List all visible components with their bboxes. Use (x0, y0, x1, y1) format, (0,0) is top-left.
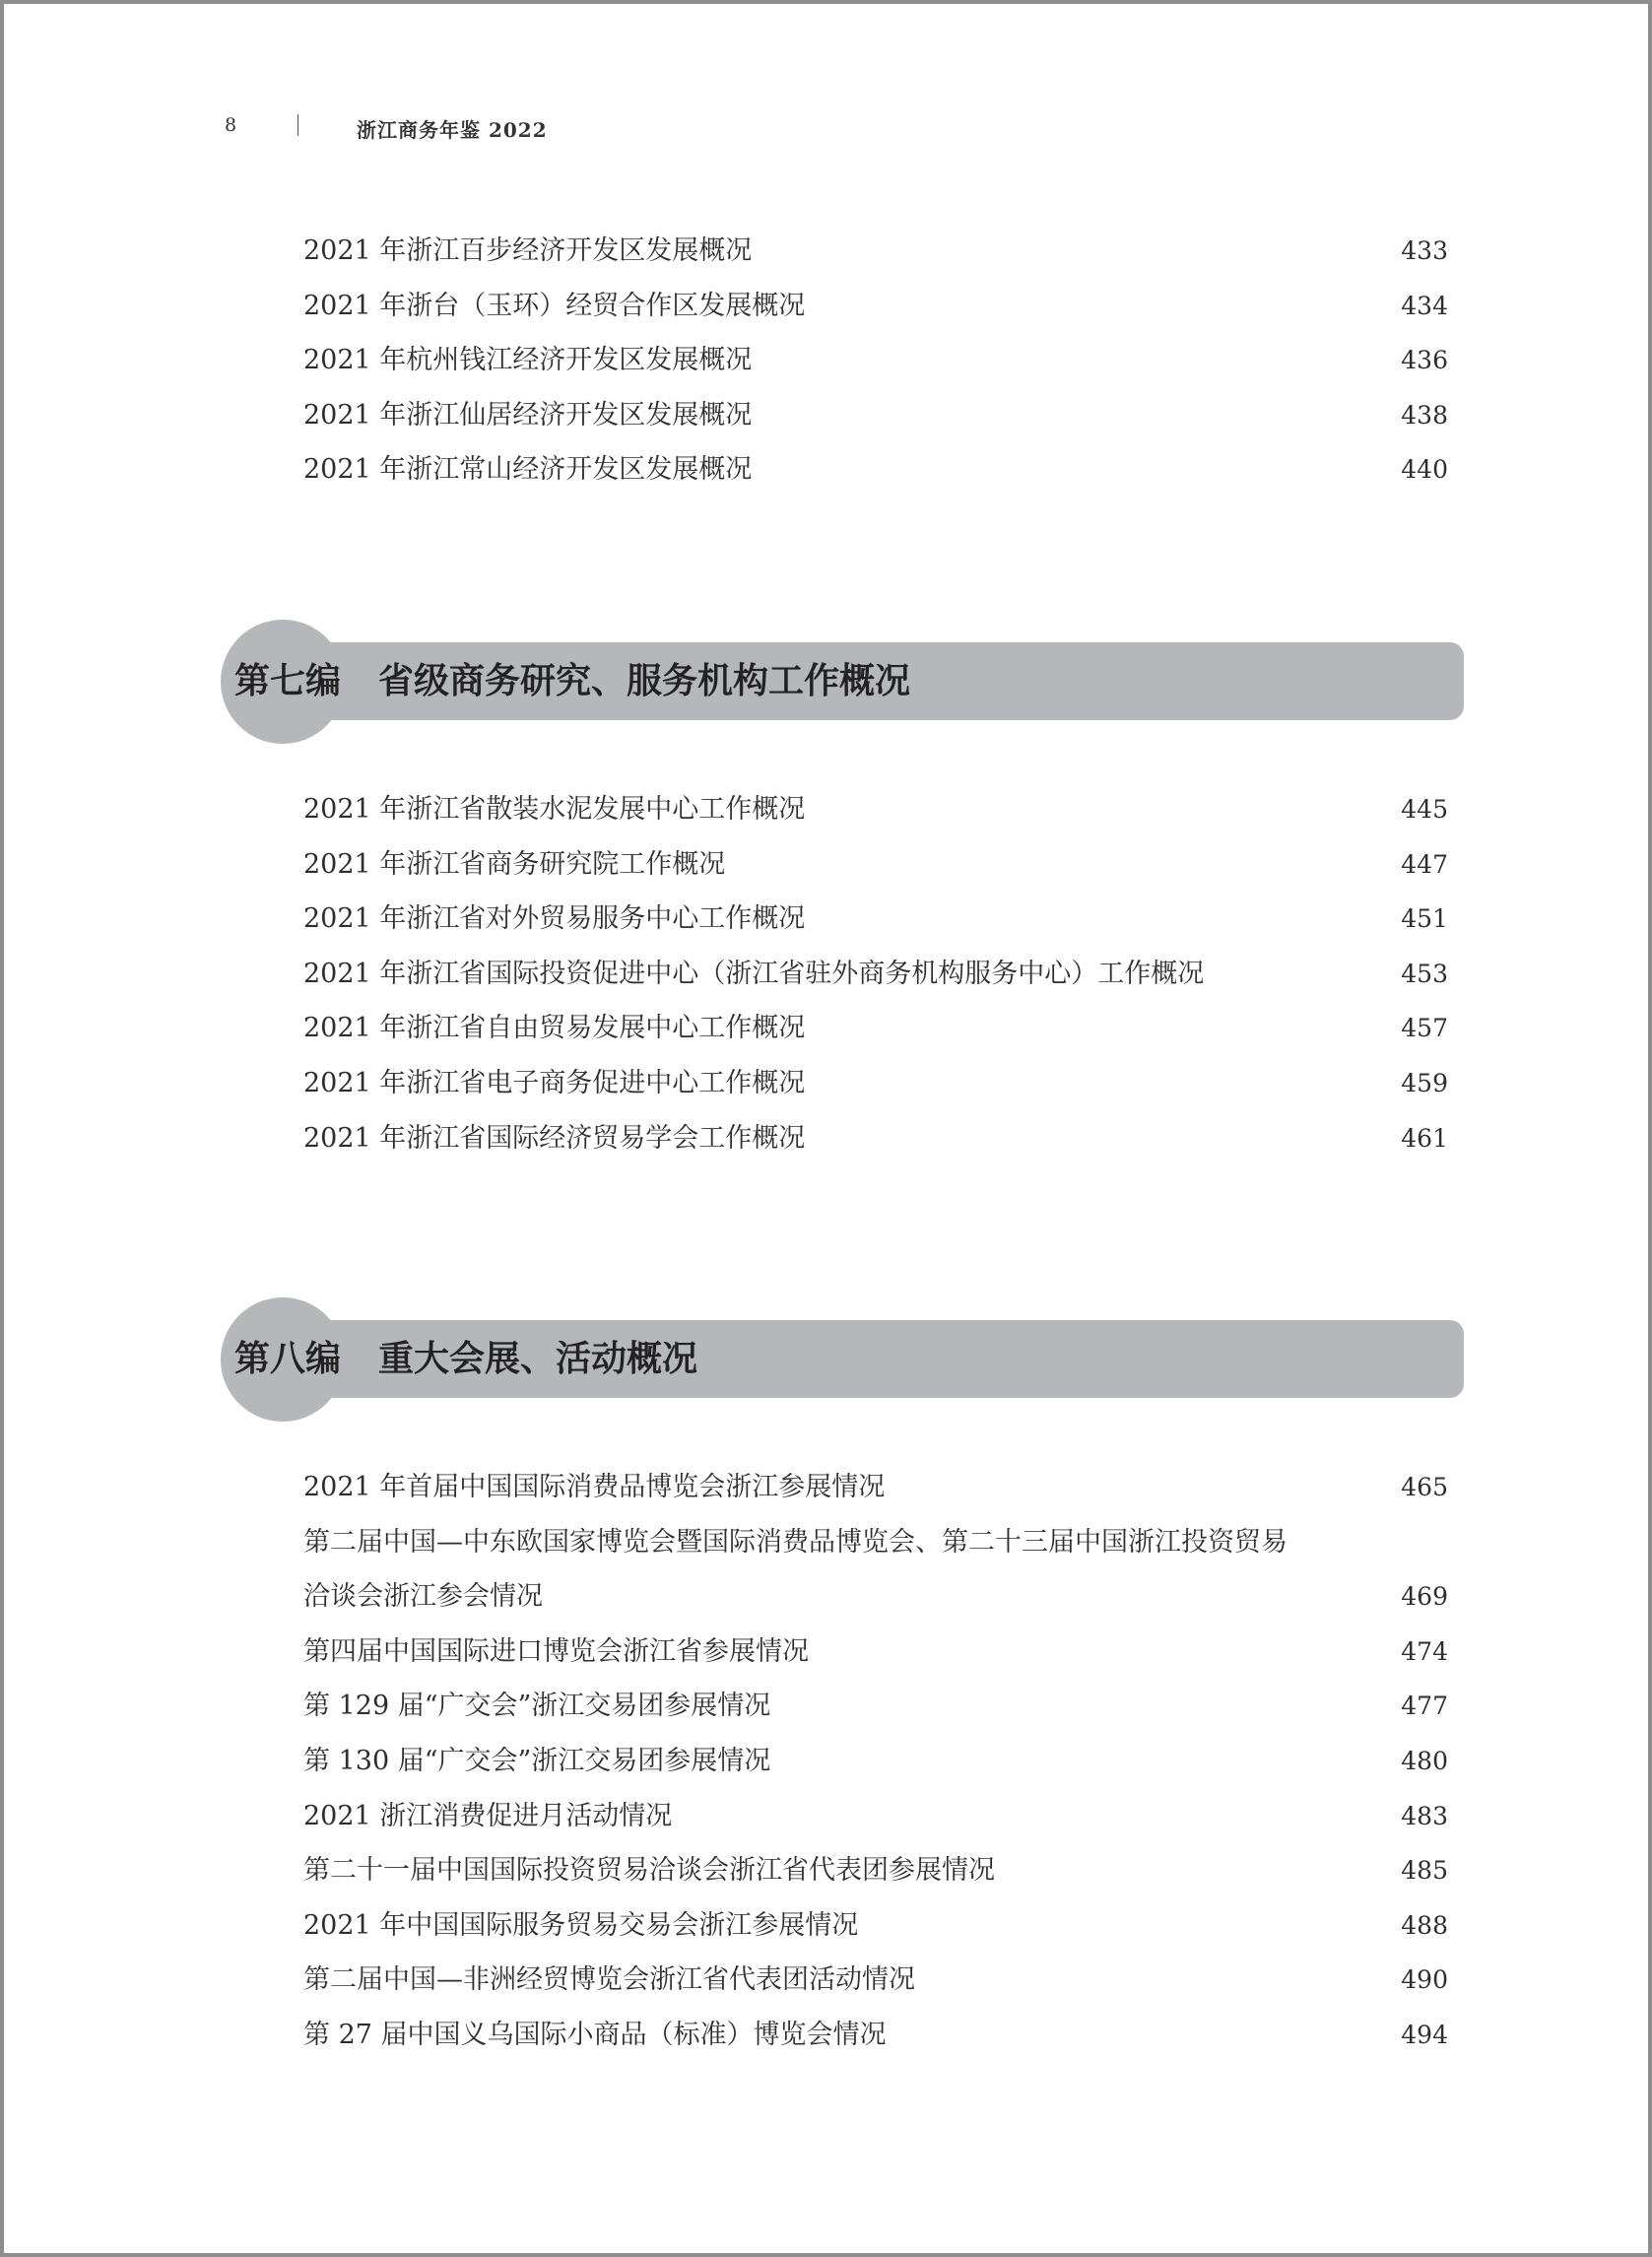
section-part-number: 第七编 (234, 660, 342, 701)
toc-entry-page: 488 (1401, 1910, 1448, 1940)
toc-entry-title: 第二届中国—中东欧国家博览会暨国际消费品博览会、第二十三届中国浙江投资贸易 (303, 1526, 1288, 1558)
toc-entry-page: 457 (1401, 1014, 1448, 1043)
toc-entry-page: 480 (1401, 1746, 1448, 1775)
toc-entry-page: 434 (1401, 291, 1448, 320)
toc-entry[interactable] (303, 396, 1448, 451)
toc-entry[interactable] (303, 450, 1448, 505)
toc-entry[interactable] (303, 287, 1448, 342)
toc-entry-title: 2021 年浙江省电子商务促进中心工作概况 (303, 1067, 806, 1098)
toc-entry-title: 2021 年浙江省商务研究院工作概况 (303, 848, 726, 880)
toc-entry[interactable] (303, 1523, 1448, 1578)
toc-entry-title: 2021 年浙江百步经济开发区发展概况 (303, 235, 753, 266)
toc-entry-page: 461 (1401, 1123, 1448, 1153)
toc-entry-page: 465 (1401, 1473, 1448, 1501)
toc-entry-page: 438 (1401, 400, 1448, 430)
toc-entry-title: 2021 年浙江省对外贸易服务中心工作概况 (303, 903, 806, 935)
toc-entry-title: 第 130 届“广交会”浙江交易团参展情况 (303, 1745, 771, 1776)
toc-entry[interactable] (303, 1632, 1448, 1688)
toc-entry[interactable] (303, 232, 1448, 287)
toc-entry[interactable] (303, 1468, 1448, 1523)
toc-list-part7 (303, 790, 1448, 1173)
toc-entry[interactable] (303, 899, 1448, 955)
toc-entry[interactable] (303, 1851, 1448, 1906)
toc-entry-title: 2021 年中国国际服务贸易交易会浙江参展情况 (303, 1909, 859, 1941)
toc-entry-title: 第 129 届“广交会”浙江交易团参展情况 (303, 1691, 771, 1722)
toc-list-group1 (303, 232, 1448, 505)
toc-entry[interactable] (303, 1064, 1448, 1119)
toc-entry-title: 2021 年浙江省国际经济贸易学会工作概况 (303, 1122, 806, 1154)
header-divider (297, 114, 298, 136)
toc-entry-title: 2021 浙江消费促进月活动情况 (303, 1800, 673, 1831)
toc-entry[interactable] (303, 1797, 1448, 1852)
toc-entry-title: 2021 年浙江仙居经济开发区发展概况 (303, 399, 753, 431)
toc-entry[interactable] (303, 341, 1448, 396)
toc-entry-page: 451 (1401, 904, 1448, 934)
toc-entry-page: 469 (1401, 1582, 1448, 1612)
toc-entry-page: 445 (1401, 795, 1448, 824)
toc-entry-title: 2021 年浙江省自由贸易发展中心工作概况 (303, 1013, 806, 1044)
toc-entry-title: 2021 年杭州钱江经济开发区发展概况 (303, 345, 753, 376)
header-page-number: 8 (225, 114, 237, 136)
toc-entry-title: 2021 年首届中国国际消费品博览会浙江参展情况 (303, 1472, 886, 1502)
section-heading-part8 (221, 1297, 1464, 1422)
toc-entry-title: 洽谈会浙江参会情况 (303, 1581, 543, 1613)
section-heading-part7 (221, 620, 1464, 744)
toc-entry-title: 第二十一届中国国际投资贸易洽谈会浙江省代表团参展情况 (303, 1855, 995, 1887)
toc-entry-page: 474 (1401, 1636, 1448, 1666)
toc-entry-title: 2021 年浙江常山经济开发区发展概况 (303, 454, 753, 486)
toc-entry-page: 447 (1401, 849, 1448, 879)
section-heading-label (234, 642, 910, 720)
toc-entry[interactable] (303, 845, 1448, 900)
toc-entry[interactable] (303, 1960, 1448, 2016)
toc-entry-page: 436 (1401, 346, 1448, 375)
toc-entry-page: 433 (1401, 236, 1448, 265)
toc-entry[interactable] (303, 2016, 1448, 2071)
toc-entry[interactable] (303, 790, 1448, 845)
toc-entry-page: 453 (1401, 959, 1448, 988)
toc-entry[interactable] (303, 1119, 1448, 1174)
toc-entry-continued[interactable] (303, 1577, 1448, 1632)
toc-entry[interactable] (303, 1009, 1448, 1064)
toc-entry[interactable] (303, 1687, 1448, 1742)
toc-list-part8 (303, 1468, 1448, 2071)
section-title: 重大会展、活动概况 (378, 1338, 698, 1379)
toc-entry-title: 2021 年浙台（玉环）经贸合作区发展概况 (303, 290, 806, 321)
toc-entry-page: 440 (1401, 455, 1448, 485)
toc-entry[interactable] (303, 955, 1448, 1010)
section-title: 省级商务研究、服务机构工作概况 (378, 660, 911, 701)
toc-entry-page: 494 (1401, 2020, 1448, 2049)
toc-entry-title: 第二届中国—非洲经贸博览会浙江省代表团活动情况 (303, 1964, 915, 1996)
toc-entry-page: 459 (1401, 1068, 1448, 1097)
toc-entry-page: 477 (1401, 1692, 1448, 1721)
toc-entry-title: 2021 年浙江省国际投资促进中心（浙江省驻外商务机构服务中心）工作概况 (303, 958, 1205, 989)
toc-entry[interactable] (303, 1742, 1448, 1797)
toc-entry-title: 第 27 届中国义乌国际小商品（标准）博览会情况 (303, 2019, 887, 2050)
section-heading-label (234, 1320, 697, 1398)
toc-entry-page: 490 (1401, 1965, 1448, 1995)
toc-entry[interactable] (303, 1906, 1448, 1961)
toc-entry-page: 485 (1401, 1856, 1448, 1886)
toc-entry-title: 第四届中国国际进口博览会浙江省参展情况 (303, 1635, 809, 1667)
header-book-title: 浙江商务年鉴 2022 (357, 118, 548, 142)
toc-entry-title: 2021 年浙江省散装水泥发展中心工作概况 (303, 794, 806, 825)
toc-entry-page: 483 (1401, 1801, 1448, 1830)
section-part-number: 第八编 (234, 1338, 342, 1379)
